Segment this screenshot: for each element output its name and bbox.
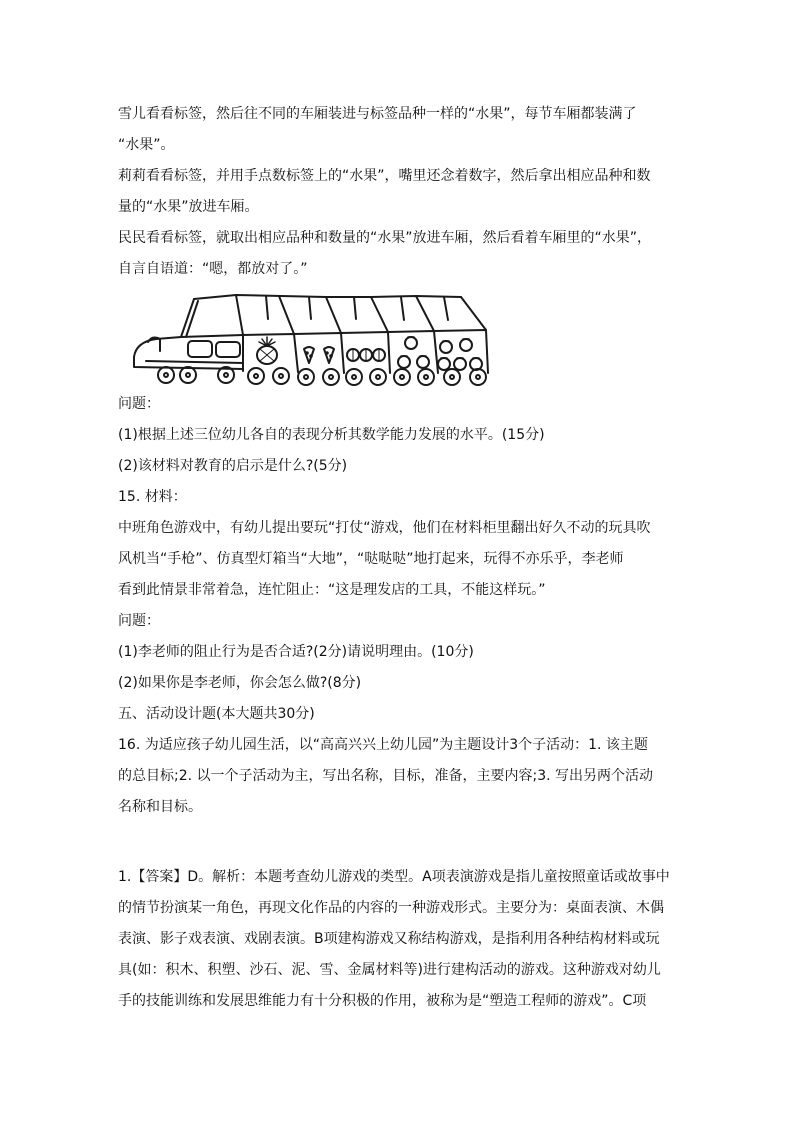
question-item: (1)根据上述三位幼儿各自的表现分析其数学能力发展的水平。(15分) xyxy=(118,427,545,443)
paragraph-line: 名称和目标。 xyxy=(118,799,202,815)
section-heading: 五、活动设计题(本大题共30分) xyxy=(118,706,315,722)
pineapple-icon xyxy=(257,337,277,364)
paragraph-line: 手的技能训练和发展思维能力有十分积极的作用，被称为是“塑造工程师的游戏”。C项 xyxy=(118,993,647,1009)
item-15 xyxy=(118,482,688,699)
paragraph-line: 看到此情景非常着急，连忙阻止：“这是理发店的工具，不能这样玩。” xyxy=(118,582,546,598)
question-item: (2)如果你是李老师，你会怎么做?(8分) xyxy=(118,675,362,691)
paragraph-line: 的总目标;2. 以一个子活动为主，写出名称，目标，准备，主要内容;3. 写出另两个活动 xyxy=(118,768,654,784)
paragraph-line: 风机当“手枪”、仿真型灯箱当“大地”，“哒哒哒”地打起来，玩得不亦乐乎，李老师 xyxy=(118,551,624,567)
strawberry-icon xyxy=(304,347,334,363)
spacer xyxy=(118,823,688,862)
answer-1 xyxy=(118,862,688,1017)
item-16 xyxy=(118,730,688,823)
paragraph-line: 具(如：积木、积塑、沙石、泥、雪、金属材料等)进行建构活动的游戏。这种游戏对幼儿 xyxy=(118,962,661,978)
item-heading: 15. 材料： xyxy=(118,489,187,505)
paragraph-line: 量的“水果”放进车厢。 xyxy=(118,199,259,215)
questions-label: 问题： xyxy=(118,396,160,412)
train-illustration xyxy=(126,287,496,387)
paragraph-line: 雪儿看看标签，然后往不同的车厢装进与标签品种一样的“水果”，每节车厢都装满了 xyxy=(118,106,637,122)
paragraph-line: 中班角色游戏中，有幼儿提出要玩“打仗“游戏，他们在材料柜里翻出好久不动的玩具吹 xyxy=(118,520,651,536)
material-14-questions xyxy=(118,389,688,482)
mixed-fruit-icon xyxy=(398,337,429,368)
paragraph-line: “水果”。 xyxy=(118,137,175,153)
paragraph-line: 表演、影子戏表演、戏剧表演。B项建构游戏又称结构游戏，是指利用各种结构材料或玩 xyxy=(118,931,660,947)
question-item: (2)该材料对教育的启示是什么?(5分) xyxy=(118,458,348,474)
paragraph-line: 自言自语道：“嗯，都放对了。” xyxy=(118,261,308,277)
paragraph-line: 1.【答案】D。解析：本题考查幼儿游戏的类型。A项表演游戏是指儿童按照童话或故事中 xyxy=(118,869,670,885)
material-14-text xyxy=(118,99,688,285)
paragraph-line: 民民看看标签，就取出相应品种和数量的“水果”放进车厢，然后看着车厢里的“水果”， xyxy=(118,230,652,246)
tomato-icon xyxy=(438,339,482,370)
document-page xyxy=(118,99,688,1017)
paragraph-line: 莉莉看看标签，并用手点数标签上的“水果”，嘴里还念着数字，然后拿出相应品种和数 xyxy=(118,168,651,184)
question-item: (1)李老师的阻止行为是否合适?(2分)请说明理由。(10分) xyxy=(118,644,474,660)
paragraph-line: 的情节扮演某一角色，再现文化作品的内容的一种游戏形式。主要分为：桌面表演、木偶 xyxy=(118,900,664,916)
watermelon-icon xyxy=(347,349,385,361)
paragraph-line: 16. 为适应孩子幼儿园生活，以“高高兴兴上幼儿园”为主题设计3个子活动：1. 该主题 xyxy=(118,737,648,753)
questions-label: 问题： xyxy=(118,613,160,629)
